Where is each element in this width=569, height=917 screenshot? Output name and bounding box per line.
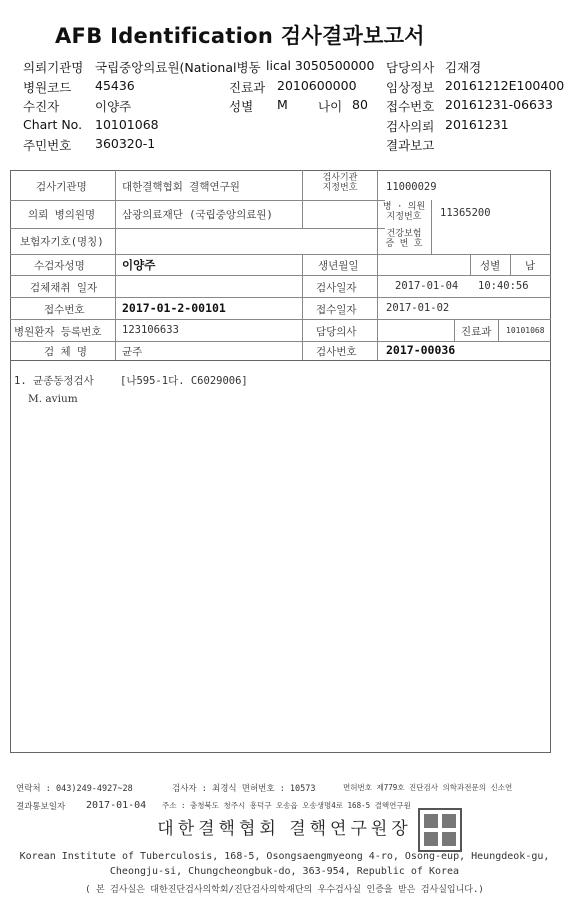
report-label: 결과보고: [386, 138, 435, 153]
result-organism: M. avium: [28, 393, 78, 405]
col-line: [470, 254, 471, 275]
designated-label-2: 지정번호: [322, 183, 358, 193]
receipt-value: 20161231-06633: [445, 97, 553, 112]
receipt-date-value: 2017-01-02: [386, 302, 450, 314]
doctor-value: 김재경: [445, 60, 482, 75]
inspector-org-label: 검사기관명: [36, 181, 87, 193]
request-label: 검사의뢰: [386, 119, 435, 134]
col-line: [431, 200, 432, 254]
table-sex-label: 성별: [480, 260, 501, 272]
exam-no-label: 검사번호: [316, 346, 357, 358]
clinical-value: 20161212E100400: [445, 78, 565, 93]
designated-value: 11000029: [386, 181, 437, 193]
hosp-name-value: 삼광의료재단 (국립중앙의료원): [122, 209, 273, 221]
exam-date-value: 2017-01-04: [395, 280, 459, 292]
receipt-date-label: 접수일자: [316, 304, 357, 316]
table-dept-label: 진료과: [461, 326, 492, 338]
col-line: [377, 170, 378, 360]
designated-label-1: 검사기관: [322, 173, 358, 183]
hosp-no-label-2: 지정번호: [386, 212, 422, 222]
footer-certifier: 면허번호 제779호 진단검사 의학과전문의 신소연: [343, 783, 513, 792]
specimen-value: 균주: [122, 346, 143, 358]
collection-label: 검체채취 일자: [30, 282, 98, 294]
specimen-label: 검 체 명: [44, 346, 88, 358]
patient-name-label: 수검자성명: [34, 260, 85, 272]
col-line: [510, 254, 511, 275]
row-line: [10, 200, 385, 201]
hosp-no-value: 11365200: [440, 207, 491, 219]
patient-value: 이양주: [95, 99, 132, 114]
table-dept-value: 10101068: [506, 326, 545, 335]
patient-label: 수진자: [23, 99, 60, 114]
hosp-name-label: 의뢰 병의원명: [28, 209, 96, 221]
sex-value: M: [277, 97, 288, 112]
request-value: 20161231: [445, 117, 509, 132]
inspector-org-value: 대한결핵협회 결핵연구원: [122, 181, 240, 193]
col-line: [454, 319, 455, 341]
receipt-label: 접수번호: [386, 99, 435, 114]
row-line: [10, 275, 551, 276]
birth-label: 생년월일: [318, 260, 359, 272]
institute-english-2: Cheongju-si, Chungcheongbuk-do, 363-954, Republic of Korea: [109, 866, 460, 877]
reg-no-label: 병원환자 등록번호: [14, 326, 102, 338]
hospital-code-label: 병원코드: [23, 80, 72, 95]
row-line: [10, 341, 551, 342]
col-line: [302, 254, 303, 360]
col-line: [115, 170, 116, 360]
facility-value: 국립중앙의료원(National병동: [95, 60, 261, 75]
dept-value: 2010600000: [277, 78, 357, 93]
footer-phone: 연락처 : 043)249-4927~28: [16, 784, 133, 794]
table-sex-value: 남: [525, 260, 536, 272]
footer-inspector: 검사자 : 최경식 면허번호 : 10573: [172, 784, 316, 794]
institute-name: 대한결핵협회 결핵연구원장: [157, 819, 412, 839]
exam-no-value: 2017-00036: [386, 343, 456, 357]
reg-no-value: 123106633: [122, 324, 179, 336]
facility-label: 의뢰기관명: [23, 60, 84, 75]
designated-label: [310, 173, 370, 193]
col-line: [302, 170, 303, 228]
institute-english-1: Korean Institute of Tuberculosis, 168-5, Osongsaengmyeong 4-ro, Osong-eup, Heungdeok-gu,: [19, 851, 550, 862]
sex-label: 성별: [229, 99, 254, 114]
age-label: 나이: [318, 99, 343, 114]
table-bottom-line: [10, 360, 551, 361]
health-ins-label-1: 건강보험: [386, 229, 422, 239]
patient-name-value: 이양주: [122, 258, 156, 272]
chart-value: 10101068: [95, 117, 159, 132]
age-value: 80: [352, 97, 368, 112]
exam-time-value: 10:40:56: [478, 280, 529, 292]
dept-label: 진료과: [229, 80, 266, 95]
hospital-code-value: 45436: [95, 78, 135, 93]
rrn-value: 360320-1: [95, 136, 156, 151]
receipt-no-value: 2017-01-2-00101: [122, 301, 226, 315]
exam-date-label: 검사일자: [316, 282, 357, 294]
row-line: [10, 319, 551, 320]
col-line: [498, 319, 499, 341]
table-doctor-label: 담당의사: [316, 326, 357, 338]
hosp-no-label-1: 병 · 의원: [382, 202, 426, 212]
report-date-label: 결과통보일자: [16, 802, 66, 812]
result-test-line: 1. 균종동정검사: [14, 375, 94, 387]
official-seal: [418, 808, 462, 852]
clinical-label: 임상정보: [386, 80, 435, 95]
result-test-code: [나595-1다. C6029006]: [120, 375, 248, 387]
insurance-label: 보험자기호(명칭): [20, 236, 104, 248]
report-date-value: 2017-01-04: [86, 800, 147, 811]
document-title: AFB Identification 검사결과보고서: [55, 24, 425, 48]
rrn-label: 주민번호: [23, 138, 72, 153]
doctor-label: 담당의사: [386, 60, 435, 75]
certification-note: ( 본 검사실은 대한진단검사의학회/진단검사의학재단의 우수검사실 인증을 받은 검사실입니다.): [85, 885, 484, 895]
row-line: [10, 228, 385, 229]
receipt-no-label: 접수번호: [44, 304, 85, 316]
footer-address: 주소 : 충청북도 청주시 흥덕구 오송읍 오송생명4로 168-5 결핵연구원: [162, 801, 411, 810]
hosp-no-label: [378, 202, 430, 222]
chart-label: Chart No.: [23, 117, 83, 132]
health-ins-label-2: 증 번 호: [385, 239, 423, 249]
health-ins-label: [378, 229, 430, 249]
row-line: [10, 297, 551, 298]
ward-value: lical 3050500000: [266, 58, 375, 73]
